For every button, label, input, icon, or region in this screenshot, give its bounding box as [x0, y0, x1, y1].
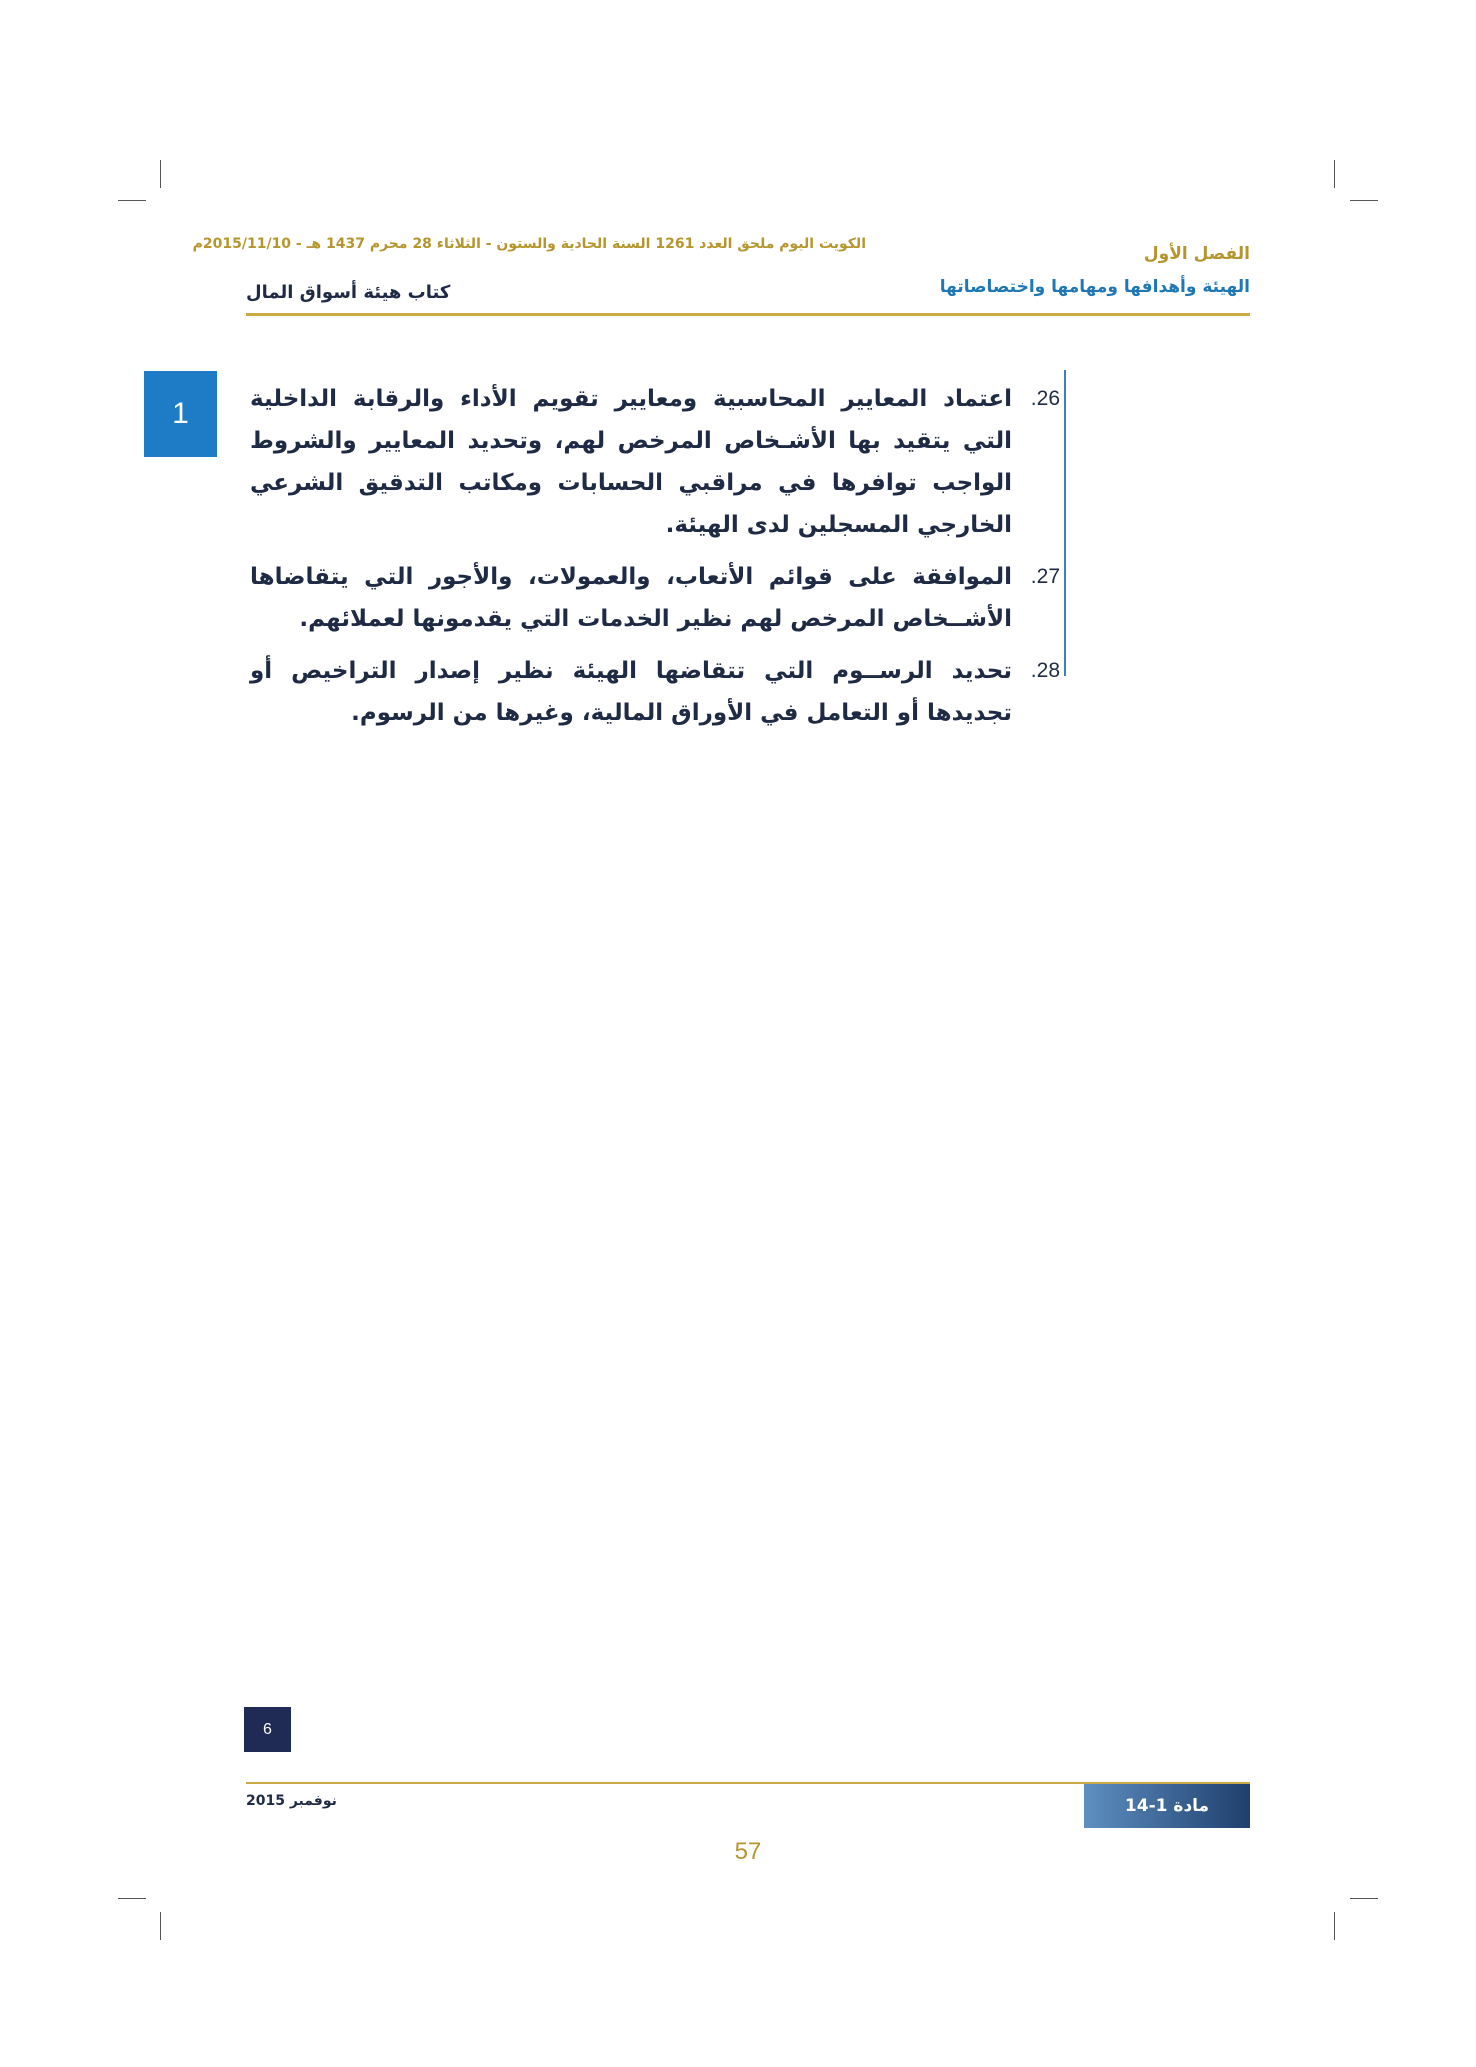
- crop-mark: [160, 1912, 161, 1940]
- item-text: الموافقة على قوائم الأتعاب، والعمولات، والأجور التي يتقاضاها الأشــخاص المرخص لهم نظير الخدمات التي يقدمونها لعملائهم.: [250, 564, 1012, 632]
- page-badge: 6: [244, 1707, 291, 1752]
- crop-mark: [160, 160, 161, 188]
- article-label: مادة 1-14: [1084, 1784, 1250, 1828]
- crop-mark: [1350, 1898, 1378, 1899]
- list-item: [250, 650, 1060, 734]
- footer-date: نوفمبر 2015: [246, 1793, 337, 1809]
- crop-mark: [1350, 200, 1378, 201]
- content-vertical-rule: [1064, 370, 1066, 676]
- gazette-line: الكويت اليوم ملحق العدد 1261 السنة الحادية والستون - الثلاثاء 28 محرم 1437 هـ - 2015/11/10م: [192, 236, 866, 252]
- chapter-subtitle: الهيئة وأهدافها ومهامها واختصاصاتها: [939, 277, 1250, 297]
- header-divider: [246, 313, 1250, 316]
- crop-mark: [118, 200, 146, 201]
- crop-mark: [1334, 1912, 1335, 1940]
- page-number: 57: [734, 1838, 762, 1865]
- crop-mark: [1334, 160, 1335, 188]
- crop-mark: [118, 1898, 146, 1899]
- article-content: [250, 378, 1060, 744]
- chapter-title: الفصل الأول: [1143, 244, 1250, 264]
- item-text: اعتماد المعايير المحاسبية ومعايير تقويم الأداء والرقابة الداخلية التي يتقيد بها الأشـخاص المرخص لهم، وتحديد المعايير والشروط الواجب توافرها في مراقبي الحسابات ومكاتب التدقيق الشرعي الخارجي المسجلين لدى الهيئة.: [250, 386, 1012, 538]
- item-number: 28.: [1030, 659, 1060, 682]
- list-item: [250, 378, 1060, 546]
- list-item: [250, 556, 1060, 640]
- item-number: 26.: [1030, 387, 1060, 410]
- section-tab: 1: [144, 371, 217, 457]
- item-text: تحديد الرســوم التي تتقاضها الهيئة نظير إصدار التراخيص أو تجديدها أو التعامل في الأوراق المالية، وغيرها من الرسوم.: [250, 658, 1012, 726]
- book-title: كتاب هيئة أسواق المال: [246, 282, 451, 303]
- item-number: 27.: [1030, 565, 1060, 588]
